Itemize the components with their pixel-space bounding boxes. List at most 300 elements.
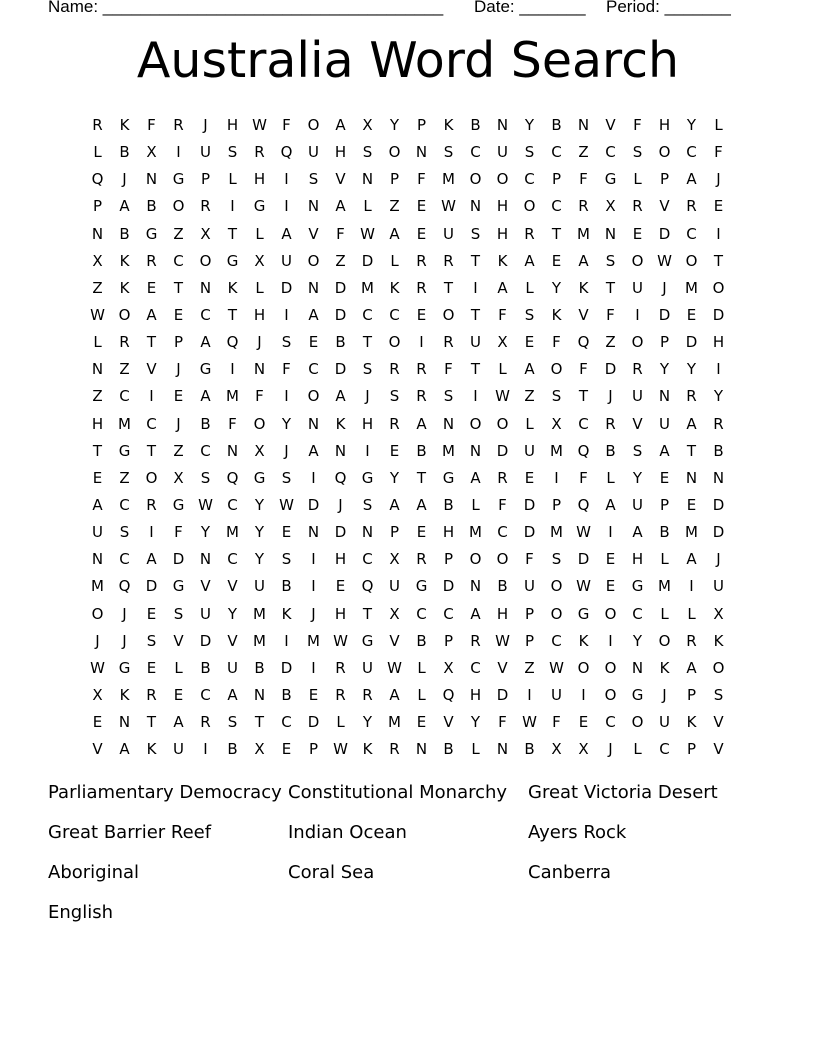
grid-letter: Y	[227, 604, 238, 623]
grid-letter: A	[470, 604, 481, 623]
grid-row	[84, 248, 732, 275]
grid-letter: P	[308, 740, 319, 759]
grid-letter: R	[335, 686, 346, 705]
grid-letter: O	[604, 604, 617, 623]
grid-letter: S	[146, 631, 157, 650]
grid-letter: E	[632, 224, 643, 243]
grid-letter: E	[686, 306, 697, 325]
grid-letter: M	[442, 441, 455, 460]
grid-letter: U	[254, 577, 265, 596]
grid-letter: I	[554, 468, 559, 487]
grid-letter: R	[146, 496, 157, 515]
grid-row	[84, 438, 732, 465]
grid-letter: Z	[605, 333, 616, 352]
grid-letter: N	[307, 278, 320, 297]
grid-letter: C	[659, 740, 670, 759]
grid-letter: W	[657, 251, 672, 270]
word-list	[48, 779, 768, 927]
grid-letter: D	[604, 360, 617, 379]
grid-letter: O	[550, 577, 563, 596]
grid-letter: V	[146, 360, 157, 379]
grid-letter: K	[578, 631, 589, 650]
grid-letter: L	[633, 170, 642, 189]
grid-letter: E	[308, 333, 319, 352]
grid-letter: C	[200, 686, 211, 705]
grid-letter: Q	[91, 170, 104, 189]
grid-letter: K	[551, 306, 562, 325]
grid-letter: O	[388, 333, 401, 352]
grid-letter: O	[91, 604, 104, 623]
grid-letter: J	[662, 278, 667, 297]
grid-letter: P	[173, 333, 184, 352]
grid-letter: M	[253, 604, 266, 623]
grid-letter: W	[576, 577, 591, 596]
grid-letter: E	[416, 224, 427, 243]
grid-letter: T	[227, 224, 238, 243]
grid-letter: B	[281, 577, 292, 596]
grid-letter: R	[632, 360, 643, 379]
grid-letter: E	[551, 251, 562, 270]
grid-letter: E	[281, 740, 292, 759]
grid-letter: C	[686, 224, 697, 243]
grid-letter: C	[281, 713, 292, 732]
grid-letter: R	[200, 713, 211, 732]
grid-row	[84, 573, 732, 600]
grid-letter: N	[658, 387, 671, 406]
grid-letter: I	[176, 143, 181, 162]
grid-letter: Q	[280, 143, 293, 162]
grid-letter: R	[416, 387, 427, 406]
grid-letter: O	[172, 197, 185, 216]
grid-row	[84, 628, 732, 655]
grid-letter: S	[119, 523, 130, 542]
grid-letter: A	[200, 333, 211, 352]
grid-letter: A	[335, 197, 346, 216]
grid-letter: J	[95, 631, 100, 650]
grid-letter: C	[200, 441, 211, 460]
grid-letter: U	[92, 523, 103, 542]
grid-letter: N	[361, 170, 374, 189]
grid-letter: M	[388, 713, 401, 732]
grid-letter: I	[716, 360, 721, 379]
grid-letter: J	[284, 441, 289, 460]
grid-letter: A	[416, 414, 427, 433]
word-list-item: Indian Ocean	[288, 822, 407, 843]
grid-letter: N	[145, 170, 158, 189]
grid-letter: C	[227, 550, 238, 569]
grid-letter: D	[199, 631, 212, 650]
grid-letter: J	[176, 360, 181, 379]
grid-letter: U	[524, 577, 535, 596]
grid-letter: A	[389, 496, 400, 515]
grid-letter: Y	[659, 360, 670, 379]
grid-letter: N	[415, 143, 428, 162]
grid-letter: P	[551, 170, 562, 189]
grid-letter: L	[255, 278, 264, 297]
grid-letter: E	[173, 306, 184, 325]
grid-letter: N	[361, 523, 374, 542]
grid-letter: X	[92, 251, 103, 270]
grid-letter: Y	[686, 360, 697, 379]
grid-letter: E	[389, 441, 400, 460]
grid-letter: I	[473, 387, 478, 406]
word-list-item: Parliamentary Democracy	[48, 782, 282, 803]
word-list-item: Coral Sea	[288, 862, 375, 883]
name-field-label[interactable]: Name: ____________________________________	[48, 0, 444, 16]
grid-letter: H	[361, 414, 374, 433]
grid-letter: H	[91, 414, 104, 433]
grid-letter: P	[686, 686, 697, 705]
grid-letter: E	[605, 550, 616, 569]
grid-letter: U	[713, 577, 724, 596]
grid-letter: B	[281, 686, 292, 705]
grid-letter: E	[173, 387, 184, 406]
grid-letter: D	[280, 278, 293, 297]
grid-letter: R	[416, 550, 427, 569]
grid-letter: S	[389, 387, 400, 406]
grid-letter: E	[578, 713, 589, 732]
grid-letter: D	[658, 224, 671, 243]
grid-letter: D	[496, 686, 509, 705]
grid-letter: I	[608, 523, 613, 542]
grid-row	[84, 411, 732, 438]
grid-letter: Q	[442, 686, 455, 705]
grid-letter: L	[417, 658, 426, 677]
grid-letter: D	[172, 550, 185, 569]
grid-letter: X	[92, 686, 103, 705]
grid-letter: P	[443, 550, 454, 569]
grid-letter: W	[198, 496, 213, 515]
grid-letter: N	[496, 116, 509, 135]
grid-letter: Y	[713, 387, 724, 406]
grid-letter: E	[416, 713, 427, 732]
grid-letter: H	[496, 604, 509, 623]
grid-letter: C	[470, 658, 481, 677]
grid-letter: Z	[173, 441, 184, 460]
grid-letter: Q	[118, 577, 131, 596]
grid-letter: T	[551, 224, 562, 243]
grid-letter: S	[362, 143, 373, 162]
grid-letter: R	[416, 278, 427, 297]
grid-letter: M	[253, 631, 266, 650]
grid-letter: A	[686, 170, 697, 189]
grid-letter: P	[659, 496, 670, 515]
grid-letter: W	[441, 197, 456, 216]
grid-row	[84, 329, 732, 356]
grid-letter: F	[552, 713, 561, 732]
grid-letter: I	[716, 224, 721, 243]
grid-letter: O	[658, 143, 671, 162]
grid-letter: G	[631, 686, 644, 705]
page-title: Australia Word Search	[136, 32, 680, 89]
grid-letter: T	[686, 441, 697, 460]
grid-letter: J	[365, 387, 370, 406]
grid-letter: V	[632, 414, 643, 433]
grid-letter: E	[605, 577, 616, 596]
grid-letter: W	[387, 658, 402, 677]
grid-letter: W	[360, 224, 375, 243]
grid-letter: O	[631, 333, 644, 352]
grid-letter: N	[199, 550, 212, 569]
grid-letter: T	[578, 387, 589, 406]
grid-letter: X	[605, 197, 616, 216]
grid-letter: F	[282, 116, 291, 135]
grid-letter: N	[91, 224, 104, 243]
grid-letter: D	[577, 550, 590, 569]
grid-letter: R	[416, 360, 427, 379]
grid-letter: J	[203, 116, 208, 135]
grid-letter: F	[498, 713, 507, 732]
period-field-label[interactable]: Period: _______	[606, 0, 731, 16]
grid-letter: V	[227, 577, 238, 596]
grid-row	[84, 112, 732, 139]
grid-letter: R	[632, 197, 643, 216]
grid-letter: S	[524, 306, 535, 325]
grid-letter: O	[253, 414, 266, 433]
grid-letter: X	[254, 740, 265, 759]
grid-letter: I	[311, 658, 316, 677]
grid-letter: I	[473, 278, 478, 297]
grid-letter: D	[712, 306, 725, 325]
grid-row	[84, 166, 732, 193]
grid-letter: L	[606, 468, 615, 487]
grid-letter: K	[362, 740, 373, 759]
grid-letter: Z	[119, 360, 130, 379]
grid-letter: H	[334, 143, 347, 162]
grid-letter: F	[147, 116, 156, 135]
grid-letter: S	[227, 143, 238, 162]
grid-letter: I	[365, 441, 370, 460]
grid-letter: Z	[335, 251, 346, 270]
grid-letter: A	[173, 713, 184, 732]
grid-letter: O	[631, 713, 644, 732]
grid-row	[84, 736, 732, 763]
grid-letter: O	[496, 170, 509, 189]
grid-letter: A	[335, 116, 346, 135]
grid-letter: J	[716, 170, 721, 189]
grid-letter: A	[686, 658, 697, 677]
grid-letter: T	[362, 604, 373, 623]
grid-letter: W	[495, 631, 510, 650]
word-list-item: Constitutional Monarchy	[288, 782, 508, 803]
grid-letter: N	[685, 468, 698, 487]
grid-letter: F	[579, 360, 588, 379]
grid-letter: N	[712, 468, 725, 487]
grid-letter: C	[551, 197, 562, 216]
grid-letter: O	[442, 306, 455, 325]
grid-letter: L	[390, 251, 399, 270]
grid-letter: N	[415, 740, 428, 759]
grid-letter: S	[632, 143, 643, 162]
grid-letter: N	[442, 414, 455, 433]
date-field-label[interactable]: Date: _______	[474, 0, 586, 16]
grid-letter: R	[686, 197, 697, 216]
grid-letter: T	[470, 306, 481, 325]
grid-letter: E	[659, 468, 670, 487]
grid-letter: F	[579, 170, 588, 189]
grid-letter: I	[149, 523, 154, 542]
grid-letter: N	[334, 441, 347, 460]
grid-letter: U	[389, 577, 400, 596]
grid-letter: F	[714, 143, 723, 162]
grid-letter: L	[633, 740, 642, 759]
grid-letter: C	[443, 604, 454, 623]
grid-letter: M	[577, 224, 590, 243]
grid-letter: B	[227, 740, 238, 759]
grid-letter: Q	[577, 441, 590, 460]
grid-row	[84, 275, 732, 302]
grid-letter: K	[389, 278, 400, 297]
grid-letter: P	[92, 197, 103, 216]
grid-letter: A	[632, 523, 643, 542]
grid-letter: S	[281, 550, 292, 569]
grid-letter: X	[362, 116, 373, 135]
grid-letter: C	[524, 170, 535, 189]
grid-letter: U	[524, 441, 535, 460]
grid-letter: O	[307, 251, 320, 270]
grid-letter: K	[686, 713, 697, 732]
grid-letter: G	[172, 170, 185, 189]
grid-letter: H	[334, 550, 347, 569]
grid-letter: O	[307, 116, 320, 135]
grid-letter: S	[470, 224, 481, 243]
grid-letter: P	[524, 604, 535, 623]
grid-letter: I	[284, 631, 289, 650]
grid-letter: Y	[254, 496, 265, 515]
grid-letter: P	[551, 496, 562, 515]
grid-letter: N	[226, 441, 239, 460]
grid-row	[84, 465, 732, 492]
grid-row	[84, 601, 732, 628]
grid-letter: H	[496, 224, 509, 243]
word-list-item: Canberra	[528, 862, 612, 883]
grid-letter: I	[203, 740, 208, 759]
grid-letter: C	[146, 414, 157, 433]
grid-letter: K	[119, 278, 130, 297]
grid-letter: R	[713, 414, 724, 433]
grid-letter: B	[146, 197, 157, 216]
grid-letter: U	[632, 496, 643, 515]
grid-letter: T	[254, 713, 265, 732]
grid-letter: S	[443, 143, 454, 162]
grid-letter: D	[496, 441, 509, 460]
grid-letter: N	[199, 278, 212, 297]
grid-letter: I	[527, 686, 532, 705]
grid-letter: D	[523, 496, 536, 515]
grid-letter: K	[659, 658, 670, 677]
grid-letter: V	[227, 631, 238, 650]
grid-letter: T	[173, 278, 184, 297]
grid-letter: D	[334, 278, 347, 297]
grid-letter: C	[605, 143, 616, 162]
grid-letter: X	[551, 414, 562, 433]
grid-letter: B	[200, 658, 211, 677]
grid-letter: M	[442, 170, 455, 189]
grid-letter: J	[122, 631, 127, 650]
grid-letter: N	[469, 577, 482, 596]
grid-letter: O	[388, 143, 401, 162]
grid-letter: V	[605, 116, 616, 135]
grid-letter: M	[685, 278, 698, 297]
grid-letter: Y	[551, 278, 562, 297]
grid-letter: W	[333, 631, 348, 650]
grid-letter: O	[118, 306, 131, 325]
grid-letter: H	[496, 197, 509, 216]
grid-letter: A	[389, 686, 400, 705]
grid-letter: L	[687, 604, 696, 623]
grid-letter: K	[119, 686, 130, 705]
grid-letter: Z	[92, 387, 103, 406]
grid-letter: I	[149, 387, 154, 406]
grid-letter: P	[416, 116, 427, 135]
grid-letter: Q	[226, 468, 239, 487]
grid-letter: E	[92, 468, 103, 487]
grid-letter: B	[119, 224, 130, 243]
grid-letter: X	[443, 658, 454, 677]
grid-letter: W	[90, 306, 105, 325]
grid-letter: B	[443, 740, 454, 759]
grid-letter: N	[253, 686, 266, 705]
grid-letter: G	[361, 468, 374, 487]
grid-letter: K	[335, 414, 346, 433]
grid-letter: J	[122, 170, 127, 189]
grid-letter: C	[470, 143, 481, 162]
grid-letter: Y	[281, 414, 292, 433]
grid-letter: R	[605, 414, 616, 433]
grid-letter: I	[608, 631, 613, 650]
grid-letter: L	[255, 224, 264, 243]
grid-letter: R	[416, 251, 427, 270]
grid-letter: N	[118, 713, 131, 732]
grid-letter: V	[443, 713, 454, 732]
grid-letter: R	[146, 686, 157, 705]
word-list-item: Aboriginal	[48, 862, 140, 883]
grid-letter: A	[605, 496, 616, 515]
grid-letter: U	[497, 143, 508, 162]
grid-letter: X	[200, 224, 211, 243]
grid-letter: E	[335, 577, 346, 596]
grid-letter: I	[635, 306, 640, 325]
grid-letter: Y	[686, 116, 697, 135]
grid-letter: S	[362, 496, 373, 515]
grid-letter: L	[417, 686, 426, 705]
grid-letter: E	[416, 523, 427, 542]
grid-letter: H	[253, 306, 266, 325]
grid-letter: P	[524, 631, 535, 650]
grid-letter: S	[605, 251, 616, 270]
word-list-item: Great Barrier Reef	[48, 822, 212, 843]
grid-row	[84, 546, 732, 573]
grid-letter: I	[284, 170, 289, 189]
grid-letter: K	[227, 278, 238, 297]
grid-letter: P	[389, 523, 400, 542]
grid-letter: C	[605, 713, 616, 732]
grid-letter: V	[659, 197, 670, 216]
grid-letter: J	[338, 496, 343, 515]
grid-letter: P	[443, 631, 454, 650]
grid-letter: G	[118, 441, 131, 460]
grid-letter: I	[311, 577, 316, 596]
grid-letter: X	[551, 740, 562, 759]
grid-letter: V	[713, 713, 724, 732]
grid-letter: K	[119, 251, 130, 270]
grid-letter: L	[660, 550, 669, 569]
grid-letter: C	[362, 306, 373, 325]
grid-letter: L	[660, 604, 669, 623]
grid-letter: F	[633, 116, 642, 135]
grid-letter: R	[200, 197, 211, 216]
grid-letter: E	[713, 197, 724, 216]
